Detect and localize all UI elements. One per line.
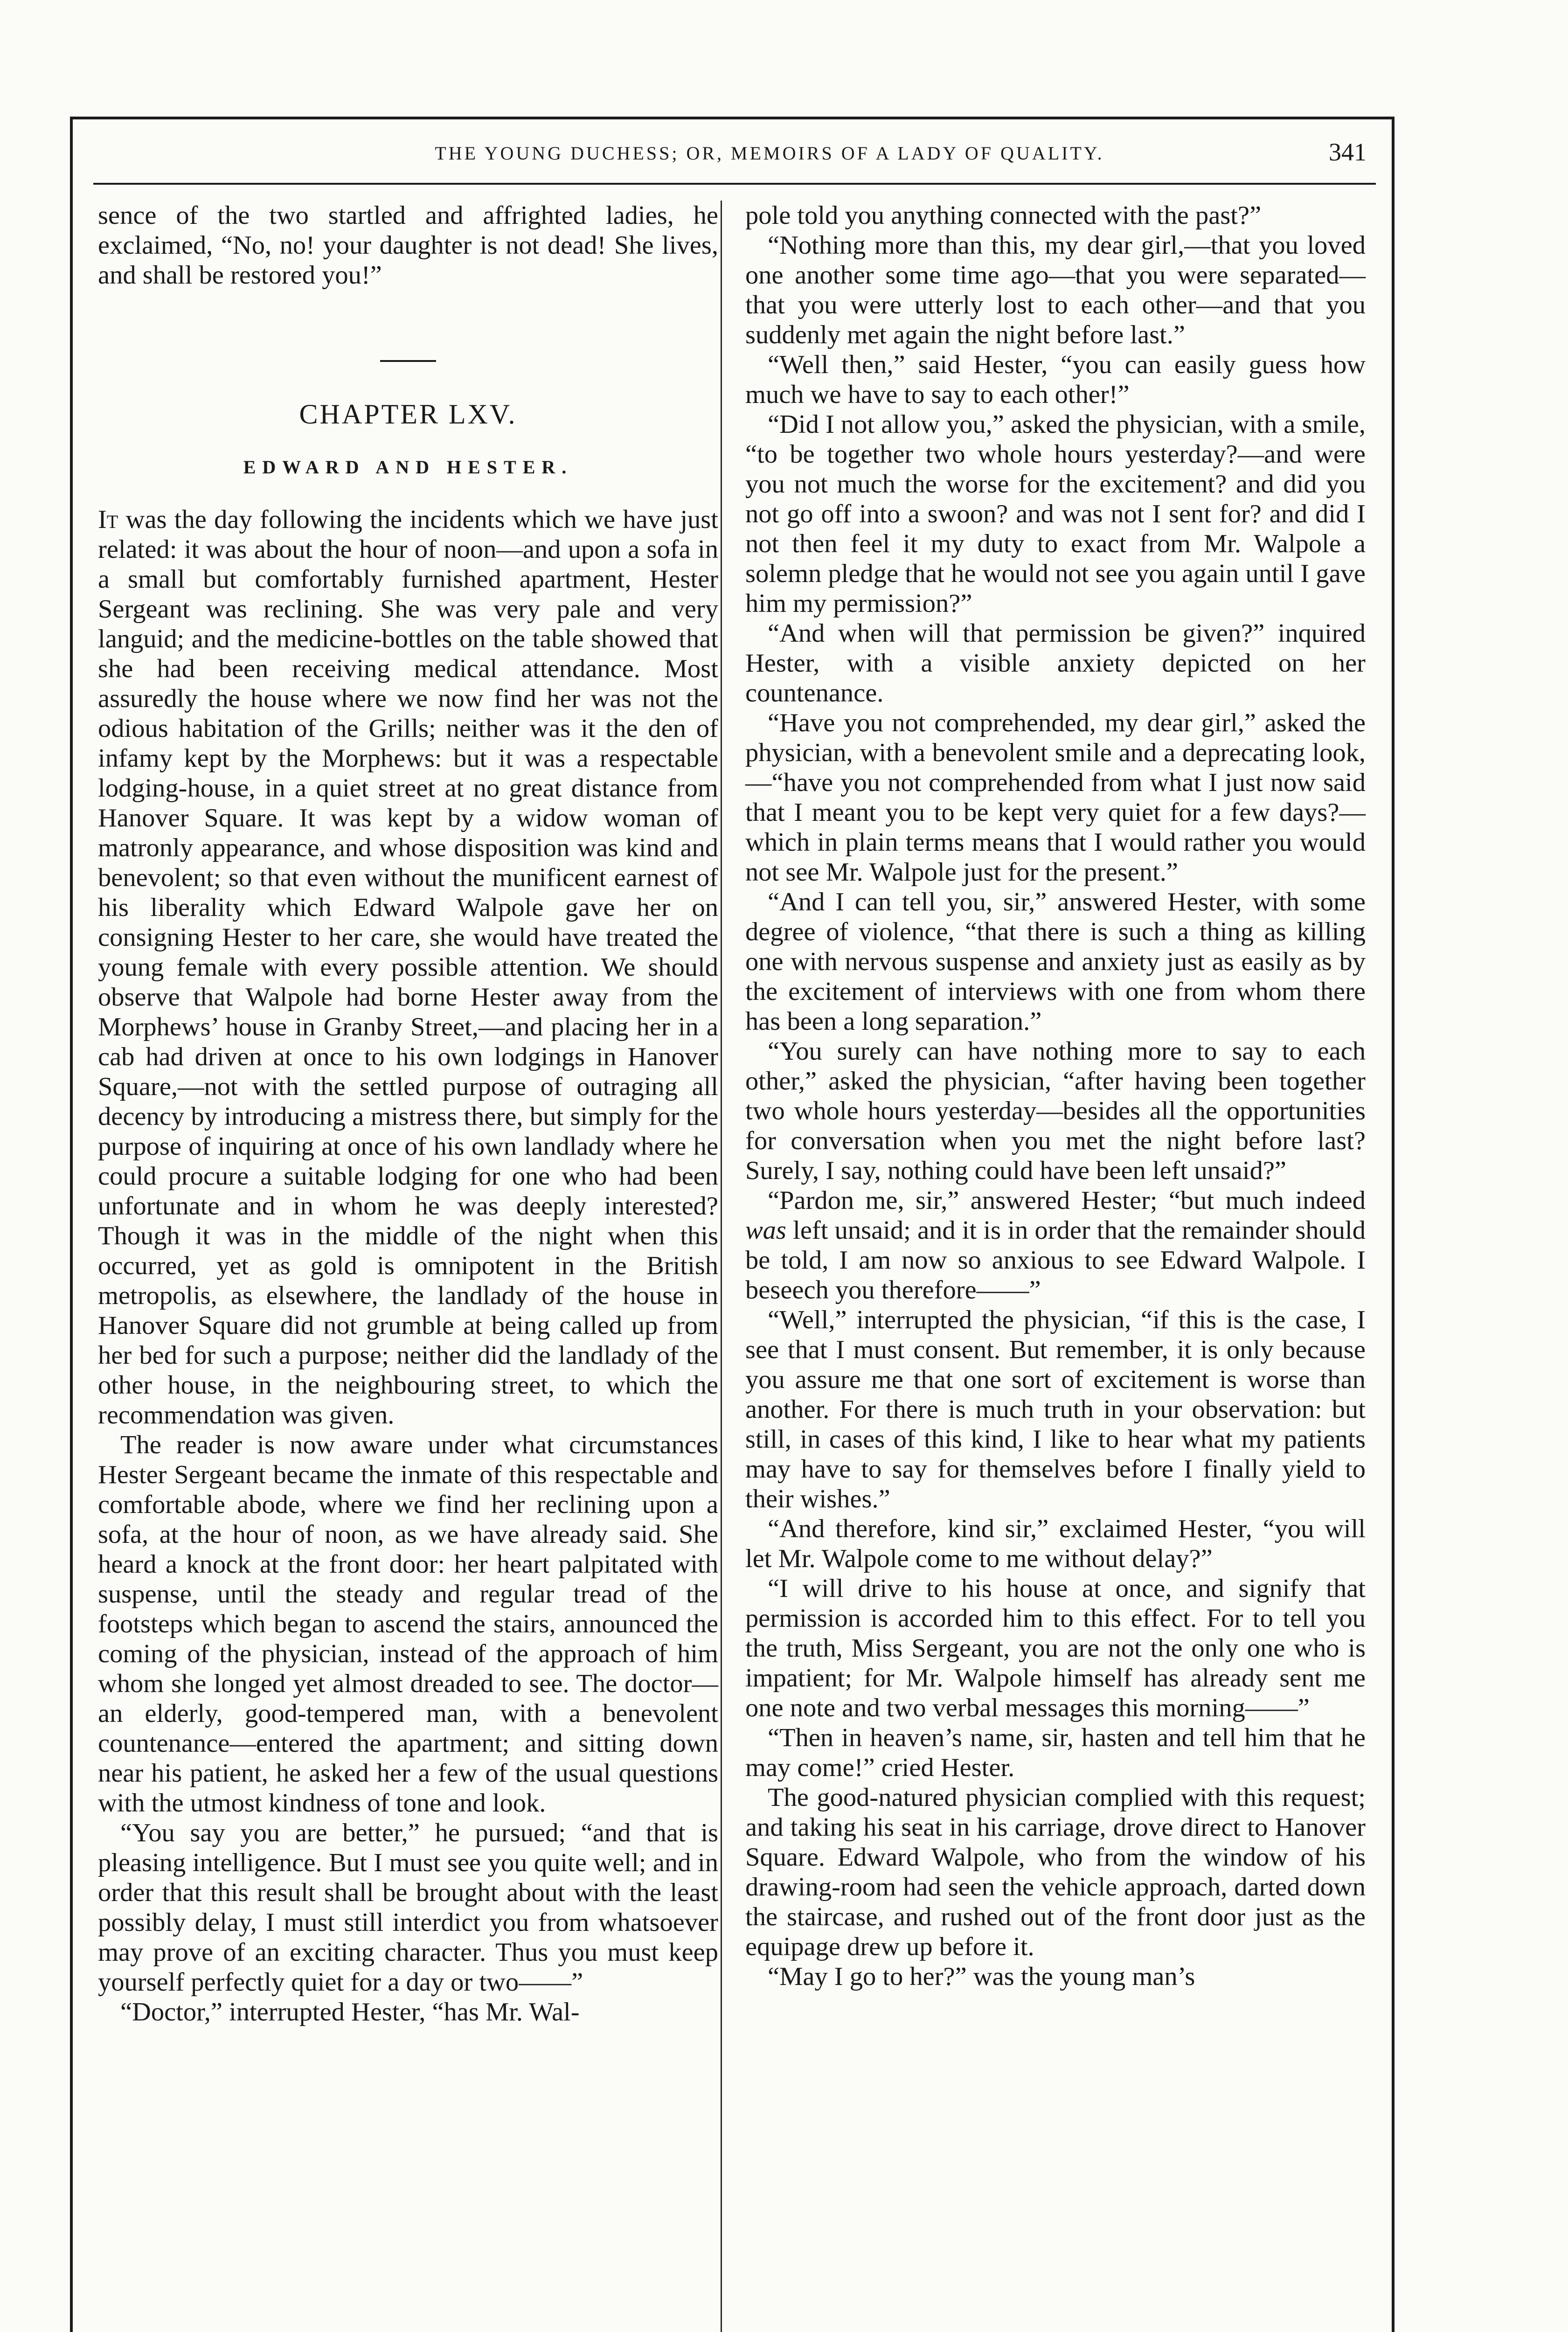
chapter-subtitle: EDWARD AND HESTER. — [243, 457, 573, 478]
paragraph: “Then in heaven’s name, sir, hasten and tell him that he may come!” cried Hester. — [745, 1723, 1366, 1782]
paragraph: “Did I not allow you,” asked the physician, with a smile, “to be together two whole hours yesterday?—and were you not much the worse for the excitement? and did you not go off into a swoon? and was not I sent for? and did I not then feel it my duty to exact from Mr. Walpole a solemn pledge that he would not see you again until I gave him my permission?” — [745, 410, 1366, 618]
paragraph-text: left unsaid; and it is in order that the remainder should be told, I am now so anxious to see Edward Walpole. I beseech you therefore——” — [745, 1216, 1366, 1305]
opening-word: It — [98, 505, 118, 534]
running-title: THE YOUNG DUCHESS; OR, MEMOIRS OF A LADY OF QUALITY. — [435, 143, 1104, 164]
section-divider — [380, 360, 436, 362]
paragraph — [98, 505, 718, 1430]
paragraph: sence of the two startled and affrighted ladies, he exclaimed, “No, no! your daughter is not dead! She lives, and shall be restored you!” — [98, 201, 718, 290]
paragraph: “And I can tell you, sir,” answered Hester, with some degree of violence, “that there is such a thing as killing one with nervous suspense and anxiety just as easily as by the excitement of interviews with one from whom there has been a long separation.” — [745, 888, 1366, 1036]
paragraph: “Well,” interrupted the physician, “if this is the case, I see that I must consent. But remember, it is only because you assure me that one sort of excitement is worse than another. For there is much truth in your observation: but still, in cases of this kind, I like to hear what my patients may have to say for themselves before I finally yield to their wishes.” — [745, 1305, 1366, 1513]
left-column — [98, 201, 718, 2027]
paragraph: “You surely can have nothing more to say to each other,” asked the physician, “after having been together two whole hours yesterday—besides all the opportunities for conversation when you met the night before last? Surely, I say, nothing could have been left unsaid?” — [745, 1037, 1366, 1185]
page-header — [93, 138, 1376, 175]
emphasis: was — [745, 1216, 786, 1245]
paragraph: “Well then,” said Hester, “you can easily guess how much we have to say to each other!” — [745, 350, 1366, 409]
page-number: 341 — [1329, 138, 1367, 166]
paragraph: “Nothing more than this, my dear girl,—that you loved one another some time ago—that you were separated—that you were utterly lost to each other—and that you suddenly met again the night before last.” — [745, 231, 1366, 349]
paragraph: “And when will that permission be given?” inquired Hester, with a visible anxiety depicted on her countenance. — [745, 619, 1366, 708]
paragraph: The reader is now aware under what circumstances Hester Sergeant became the inmate of this respectable and comfortable abode, where we find her reclining upon a sofa, at the hour of noon, as we have already said. She heard a knock at the front door: her heart palpitated with suspense, until the steady and regular tread of the footsteps which began to ascend the stairs, announced the coming of the physician, instead of the approach of him whom she longed yet almost dreaded to see. The doctor—an elderly, good-tempered man, with a benevolent countenance—entered the apartment; and sitting down near his patient, he asked her a few of the usual questions with the utmost kindness of tone and look. — [98, 1430, 718, 1818]
paragraph: The good-natured physician complied with this request; and taking his seat in his carriage, drove direct to Hanover Square. Edward Walpole, who from the window of his drawing-room had seen the vehicle approach, darted down the staircase, and rushed out of the front door just as the equipage drew up before it. — [745, 1783, 1366, 1961]
paragraph: pole told you anything connected with the past?” — [745, 201, 1262, 230]
header-rule — [93, 183, 1376, 185]
paragraph: “I will drive to his house at once, and signify that permission is accorded him to this effect. For to tell you the truth, Miss Sergeant, you are not the only one who is impatient; for Mr. Walpole himself has already sent me one note and two verbal messages this morning——” — [745, 1574, 1366, 1722]
paragraph: “May I go to her?” was the young man’s — [768, 1962, 1195, 1991]
paragraph: “Doctor,” interrupted Hester, “has Mr. Wal- — [120, 1998, 580, 2027]
right-column — [745, 201, 1366, 1992]
column-divider — [721, 201, 722, 2332]
chapter-title: CHAPTER LXV. — [299, 399, 517, 430]
paragraph-text: was the day following the incidents which we have just related: it was about the hour of noon—and upon a sofa in a small but comfortably furnished apartment, Hester Sergeant was reclining. She was very pale and very languid; and the medicine-bottles on the table showed that she had been receiving medical attendance. Most assuredly the house where we now find her was not the odious habitation of the Grills; neither was it the den of infamy kept by the Morphews: but it was a respectable lodging-house, in a quiet street at no great distance from Hanover Square. It was kept by a widow woman of matronly appearance, and whose disposition was kind and benevolent; so that even without the munificent earnest of his liberality which Edward Walpole gave her on consigning Hester to her care, she would have treated the young female with every possible attention. We should observe that Walpole had borne Hester away from the Morphews’ house in Granby Street,—and placing her in a cab had driven at once to his own lodgings in Hanover Square,—not with the settled purpose of outraging all decency by introducing a mistress there, but simply for the purpose of inquiring at once of his own landlady where he could procure a suitable lodging for one who had been unfortunate and in whom he was deeply interested? Though it was in the middle of the night when this occurred, yet as gold is omnipotent in the British metropolis, as elsewhere, the landlady of the house in Hanover Square did not grumble at being called up from her bed for such a purpose; neither did the landlady of the other house, in the neighbouring street, to which the recommendation was given. — [98, 505, 718, 1430]
paragraph: “And therefore, kind sir,” exclaimed Hester, “you will let Mr. Walpole come to me without delay?” — [745, 1514, 1366, 1573]
paragraph-text: “Pardon me, sir,” answered Hester; “but much indeed — [768, 1186, 1366, 1215]
paragraph: “Have you not comprehended, my dear girl,” asked the physician, with a benevolent smile and a deprecating look,—“have you not comprehended from what I just now said that I meant you to be kept very quiet for a few days?—which in plain terms means that I would rather you would not see Mr. Walpole just for the present.” — [745, 708, 1366, 887]
paragraph: “You say you are better,” he pursued; “and that is pleasing intelligence. But I must see you quite well; and in order that this result shall be brought about with the least possibly delay, I must still interdict you from whatsoever may prove of an exciting character. Thus you must keep yourself perfectly quiet for a day or two——” — [98, 1818, 718, 1997]
paragraph — [745, 1186, 1366, 1305]
